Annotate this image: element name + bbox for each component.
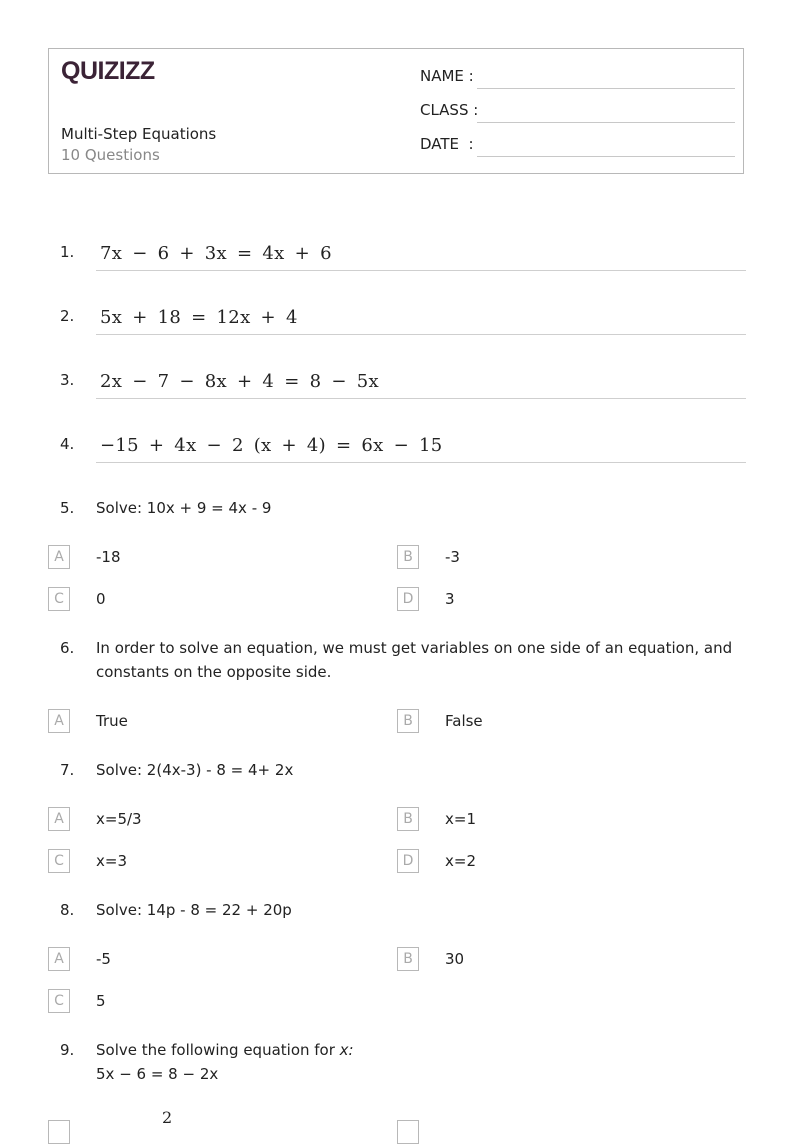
question-equation: 2x − 7 − 8x + 4 = 8 − 5x: [100, 371, 379, 392]
answer-line[interactable]: [96, 398, 746, 399]
question-equation-line: 5x − 6 = 8 − 2x: [96, 1065, 219, 1083]
option-letter-box[interactable]: C: [48, 849, 70, 873]
option-letter-box[interactable]: C: [48, 587, 70, 611]
option-letter-box[interactable]: A: [48, 807, 70, 831]
question-number: 8.: [60, 901, 75, 919]
worksheet-title: Multi-Step Equations: [61, 125, 217, 143]
date-field[interactable]: [420, 135, 735, 159]
option-text[interactable]: -3: [445, 548, 460, 566]
option-letter-box[interactable]: A: [48, 709, 70, 733]
question-text: In order to solve an equation, we must get variables on one side of an equation, and constants on the opposite side.: [96, 639, 733, 681]
name-line[interactable]: [477, 88, 735, 89]
answer-line[interactable]: [96, 334, 746, 335]
question-text: [96, 1038, 746, 1086]
question-equation: 7x − 6 + 3x = 4x + 6: [100, 243, 332, 264]
option-text[interactable]: x=1: [445, 810, 476, 828]
quizizz-logo: QUIZIZZ: [61, 57, 155, 85]
option-letter-box[interactable]: B: [397, 947, 419, 971]
question-equation: 5x + 18 = 12x + 4: [100, 307, 298, 328]
class-line[interactable]: [477, 122, 735, 123]
option-letter-box[interactable]: B: [397, 807, 419, 831]
question-number: 3.: [60, 371, 75, 389]
option-text[interactable]: 3: [445, 590, 455, 608]
option-letter-box[interactable]: [48, 1120, 70, 1144]
option-text[interactable]: -5: [96, 950, 111, 968]
date-line[interactable]: [477, 156, 735, 157]
question-variable: x:: [339, 1041, 354, 1059]
date-label: DATE :: [420, 135, 474, 153]
option-text[interactable]: True: [96, 712, 128, 730]
option-text[interactable]: x=2: [445, 852, 476, 870]
name-label: NAME :: [420, 67, 474, 85]
option-letter-box[interactable]: A: [48, 545, 70, 569]
question-equation: −15 + 4x − 2 (x + 4) = 6x − 15: [100, 435, 443, 456]
option-letter-box[interactable]: D: [397, 849, 419, 873]
option-letter-box[interactable]: A: [48, 947, 70, 971]
option-letter-box[interactable]: D: [397, 587, 419, 611]
question-number: 1.: [60, 243, 75, 261]
option-text[interactable]: 0: [96, 590, 106, 608]
option-text[interactable]: False: [445, 712, 483, 730]
question-number: 6.: [60, 639, 75, 657]
question-number: 2.: [60, 307, 75, 325]
option-letter-box[interactable]: B: [397, 545, 419, 569]
option-text[interactable]: 5: [96, 992, 106, 1010]
question-count: 10 Questions: [61, 146, 160, 164]
option-text[interactable]: 30: [445, 950, 465, 968]
question-text: Solve: 2(4x-3) - 8 = 4+ 2x: [96, 761, 294, 779]
class-label: CLASS :: [420, 101, 479, 119]
option-text[interactable]: x=3: [96, 852, 127, 870]
answer-line[interactable]: [96, 270, 746, 271]
option-text[interactable]: -18: [96, 548, 121, 566]
question-text: Solve: 10x + 9 = 4x - 9: [96, 499, 272, 517]
question-text: Solve: 14p - 8 = 22 + 20p: [96, 901, 292, 919]
question-number: 4.: [60, 435, 75, 453]
class-field[interactable]: [420, 101, 735, 125]
question-number: 5.: [60, 499, 75, 517]
option-letter-box[interactable]: C: [48, 989, 70, 1013]
option-letter-box[interactable]: B: [397, 709, 419, 733]
option-letter-box[interactable]: [397, 1120, 419, 1144]
question-text-main: Solve the following equation for: [96, 1041, 340, 1059]
name-field[interactable]: [420, 67, 735, 91]
option-text[interactable]: x=5/3: [96, 810, 142, 828]
answer-line[interactable]: [96, 462, 746, 463]
worksheet-header: [48, 48, 744, 174]
option-fraction-numerator: 2: [162, 1108, 173, 1127]
question-number: 7.: [60, 761, 75, 779]
question-number: 9.: [60, 1041, 75, 1059]
